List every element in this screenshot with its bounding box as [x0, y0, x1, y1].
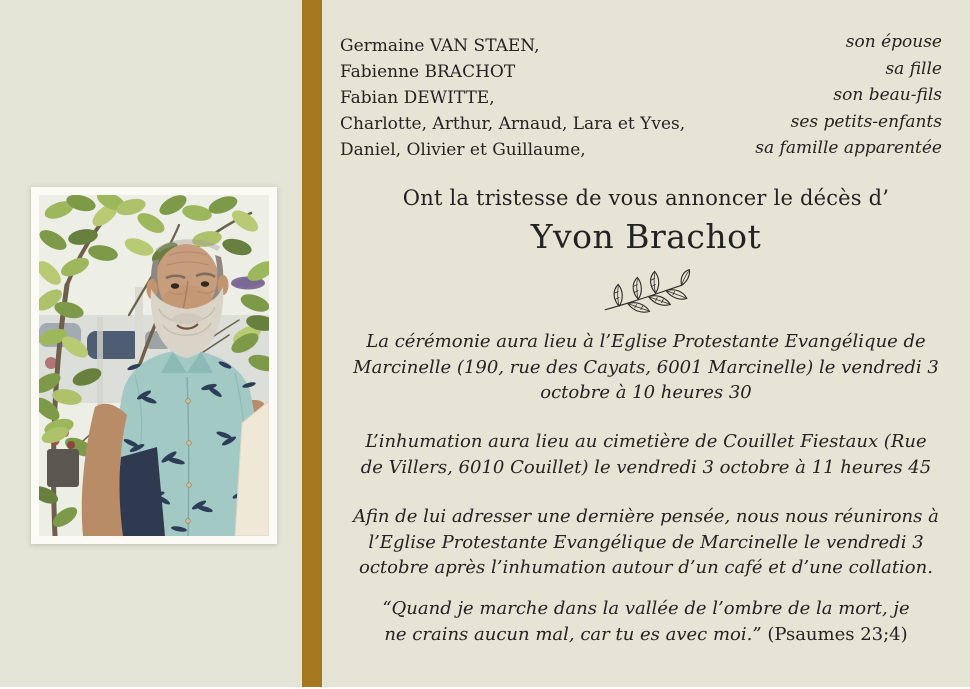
- relation-item: son épouse: [845, 32, 942, 52]
- announcer-name: Fabienne BRACHOT: [340, 62, 516, 82]
- announcers-names: [340, 33, 685, 163]
- quote-text: ne crains aucun mal, car tu es avec moi.”: [384, 623, 762, 645]
- paragraph-line: octobre à 10 heures 30: [540, 382, 752, 404]
- relation-item: ses petits-enfants: [790, 111, 942, 132]
- leaf-branch-icon: [600, 266, 692, 322]
- announcer-name: Fabian DEWITTE,: [340, 88, 495, 108]
- ornament-container: [322, 266, 970, 322]
- gold-divider-stripe: [302, 0, 322, 687]
- burial-paragraph: [322, 429, 970, 480]
- announcement-panel: [322, 0, 970, 687]
- quote-line: “Quand je marche dans la vallée de l’ombre de la mort, je: [382, 598, 910, 619]
- relation-item: son beau-fils: [833, 85, 942, 105]
- scripture-quote: [322, 596, 970, 647]
- relation-item: sa fille: [885, 58, 942, 79]
- paragraph-line: La cérémonie aura lieu à l’Eglise Protestante Evangélique de: [366, 331, 926, 352]
- paragraph-line: l’Eglise Protestante Evangélique de Marcinelle le vendredi 3: [368, 531, 924, 553]
- photo-panel: [0, 0, 302, 687]
- memorial-photo: [39, 195, 269, 536]
- paragraph-line: octobre après l’inhumation autour d’un café et d’une collation.: [359, 557, 933, 579]
- ceremony-paragraph: [322, 329, 970, 406]
- scripture-reference: (Psaumes 23;4): [767, 623, 908, 645]
- gathering-paragraph: [322, 504, 970, 581]
- paragraph-line: Afin de lui adresser une dernière pensée, nous nous réunirons à: [353, 506, 939, 527]
- announcer-name: Germaine VAN STAEN,: [340, 36, 540, 56]
- paragraph-line: L’inhumation aura lieu au cimetière de Couillet Fiestaux (Rue: [365, 431, 927, 452]
- deceased-name: Yvon Brachot: [530, 217, 762, 256]
- paragraph-line: de Villers, 6010 Couillet) le vendredi 3 octobre à 11 heures 45: [360, 456, 932, 478]
- paragraph-line: Marcinelle (190, rue des Cayats, 6001 Marcinelle) le vendredi 3: [353, 356, 939, 378]
- photo-frame: [31, 187, 277, 544]
- quote-line: [322, 622, 970, 648]
- announcement-line: Ont la tristesse de vous annoncer le décès d’: [402, 186, 890, 210]
- announcer-name: Daniel, Olivier et Guillaume,: [340, 140, 586, 160]
- announcer-relations: [755, 29, 942, 162]
- announcer-name: Charlotte, Arthur, Arnaud, Lara et Yves,: [340, 114, 686, 134]
- relation-item: sa famille apparentée: [755, 138, 942, 158]
